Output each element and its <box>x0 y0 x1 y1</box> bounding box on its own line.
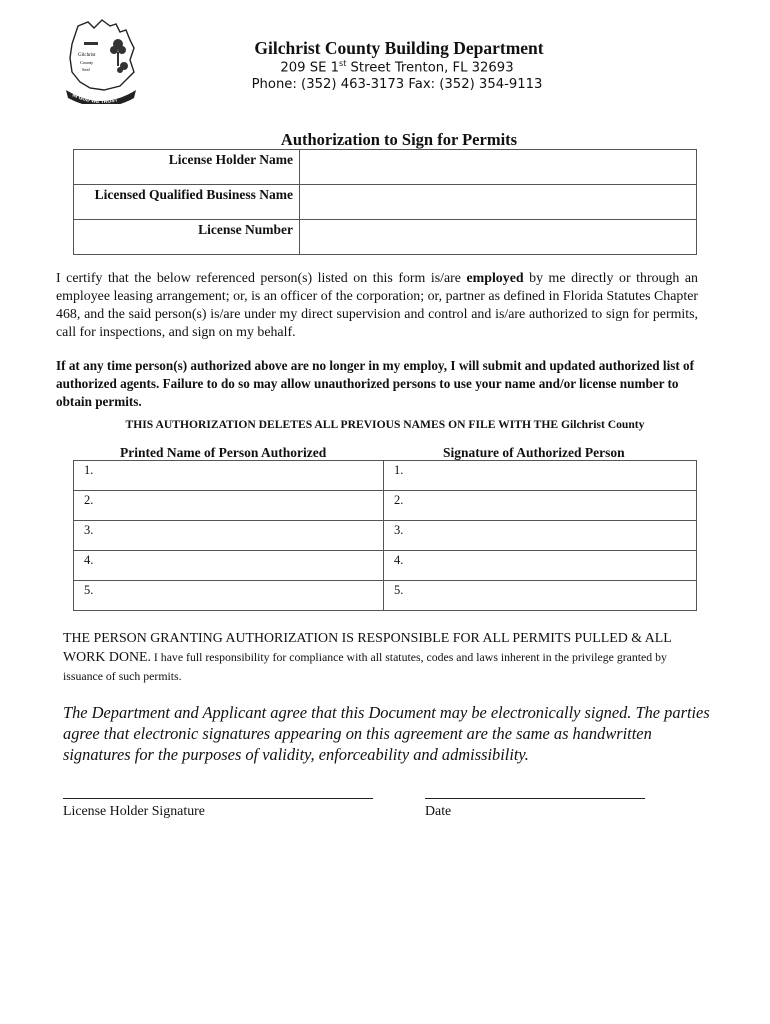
signature-cell[interactable]: 3. <box>384 521 697 551</box>
printed-name-column-header: Printed Name of Person Authorized <box>120 445 327 460</box>
department-address: 209 SE 1st Street Trenton, FL 32693 <box>280 59 514 76</box>
table-row <box>74 185 697 220</box>
seal-motto: IN GOD WE TRUST <box>71 92 119 104</box>
license-holder-signature-label: License Holder Signature <box>63 804 205 819</box>
form-title: Authorization to Sign for Permits <box>280 130 518 149</box>
date-label: Date <box>425 804 452 819</box>
electronic-signature-agreement: The Department and Applicant agree that this Document may be electronically signed. The parties agree that electronic signatures appearing on this agreement are the same as handwritten signatures for the purposes of validity, enforceability and admissibility. <box>63 703 710 764</box>
department-phone: Phone: (352) 463-3173 Fax: (352) 354-9113 <box>251 77 543 92</box>
table-row <box>74 220 697 255</box>
license-holder-name-field[interactable] <box>300 150 697 185</box>
table-row <box>74 581 697 611</box>
table-row <box>74 521 697 551</box>
signature-cell[interactable]: 2. <box>384 491 697 521</box>
warning-paragraph: If at any time person(s) authorized above are no longer in my employ, I will submit and updated authorized list of authorized agents. Failure to do so may allow unauthorized persons to use your name and/or license number to obtain permits. <box>56 358 695 409</box>
signature-cell[interactable]: 5. <box>384 581 697 611</box>
table-row <box>74 491 697 521</box>
business-name-label: Licensed Qualified Business Name <box>74 185 300 220</box>
signature-column-header: Signature of Authorized Person <box>443 445 625 460</box>
seal-text: Gilchrist <box>78 53 96 58</box>
authorized-persons-table <box>73 460 697 611</box>
signature-cell[interactable]: 1. <box>384 461 697 491</box>
date-line[interactable] <box>425 798 645 799</box>
table-row <box>74 551 697 581</box>
certification-paragraph: I certify that the below referenced person(s) listed on this form is/are employed by me directly or through an employee leasing arrangement; or, is an officer of the corporation; or, partner as defined in Florida Statutes Chapter 468, and the said person(s) is/are under my direct supervision and control and is/are authorized to sign for permits, call for inspections, and sign on my behalf. <box>56 271 698 340</box>
deletes-notice: THIS AUTHORIZATION DELETES ALL PREVIOUS NAMES ON FILE WITH THE Gilchrist County <box>125 418 645 431</box>
table-row <box>74 461 697 491</box>
printed-name-cell[interactable]: 5. <box>74 581 384 611</box>
table-row <box>74 150 697 185</box>
seal-text: Seal <box>82 67 90 72</box>
seal-text: County <box>80 60 94 65</box>
printed-name-cell[interactable]: 4. <box>74 551 384 581</box>
printed-name-cell[interactable]: 2. <box>74 491 384 521</box>
responsibility-paragraph: THE PERSON GRANTING AUTHORIZATION IS RESPONSIBLE FOR ALL PERMITS PULLED & ALL WORK DONE. I have full responsibility for compliance with all statutes, codes and laws inherent in the privilege granted by issuance of such permits. <box>63 631 672 683</box>
license-holder-name-label: License Holder Name <box>74 150 300 185</box>
license-info-table <box>73 149 697 255</box>
business-name-field[interactable] <box>300 185 697 220</box>
printed-name-cell[interactable]: 3. <box>74 521 384 551</box>
department-name: Gilchrist County Building Department <box>254 38 544 58</box>
license-number-field[interactable] <box>300 220 697 255</box>
license-holder-signature-line[interactable] <box>63 798 373 799</box>
signature-cell[interactable]: 4. <box>384 551 697 581</box>
printed-name-cell[interactable]: 1. <box>74 461 384 491</box>
license-number-label: License Number <box>74 220 300 255</box>
